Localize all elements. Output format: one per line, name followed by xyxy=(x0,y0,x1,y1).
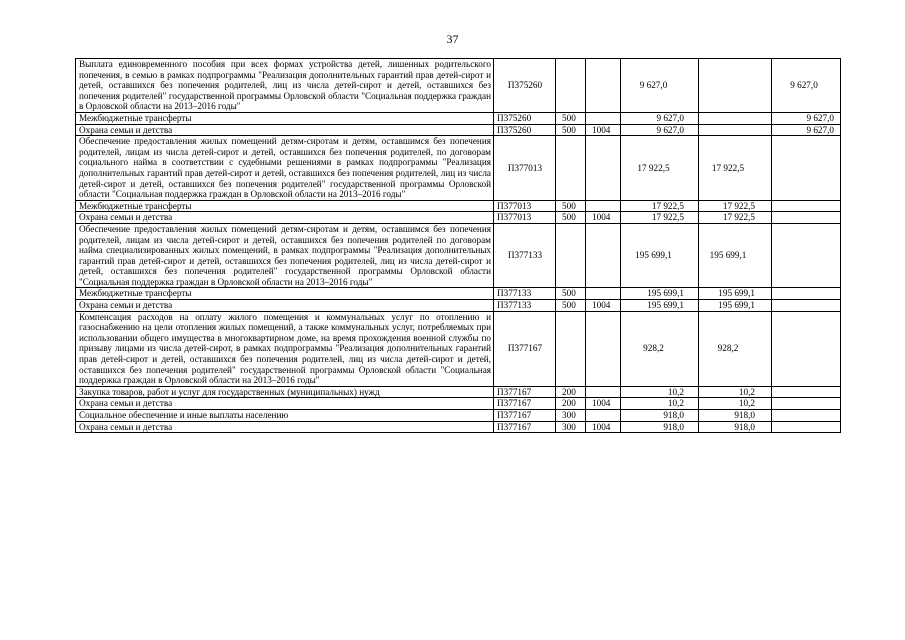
row-amount-3-cell xyxy=(772,398,841,410)
row-name-cell: Межбюджетные трансферты xyxy=(76,200,494,212)
row-expense-type-cell xyxy=(556,311,586,386)
row-code-cell: П377133 xyxy=(494,288,556,300)
row-amount-2-cell: 10,2 xyxy=(699,398,772,410)
row-total-cell: 17 922,5 xyxy=(621,212,699,224)
row-expense-type-cell: 500 xyxy=(556,112,586,124)
page-number: 37 xyxy=(446,32,459,46)
row-expense-type-cell xyxy=(556,136,586,201)
row-amount-3-cell xyxy=(772,386,841,398)
row-name-cell: Обеспечение предоставления жилых помещений детям-сиротам и детям, оставшимся без попечения родителей, лицам из числа детей-сирот и детей, оставшихся без попечения родителей, по договорам социального найма в соответствии с судебными решениями в рамках подпрограммы "Реализация дополнительных гарантий прав детей-сирот и детей, оставшихся без попечения родителей, лиц из числа детей-сирот и детей, оставшихся без попечения родителей" государственной программы Орловской области "Социальная поддержка граждан в Орловской области на 2013–2016 годы" xyxy=(76,136,494,201)
row-code-cell: П377167 xyxy=(494,386,556,398)
row-amount-2-cell xyxy=(699,124,772,136)
row-amount-2-cell: 195 699,1 xyxy=(699,223,772,288)
table-row xyxy=(76,59,841,113)
row-amount-2-cell: 918,0 xyxy=(699,410,772,422)
row-amount-3-cell xyxy=(772,200,841,212)
row-section-cell xyxy=(586,223,621,288)
row-name-cell: Социальное обеспечение и иные выплаты населению xyxy=(76,410,494,422)
row-section-cell: 1004 xyxy=(586,124,621,136)
table-row xyxy=(76,124,841,136)
row-section-cell xyxy=(586,386,621,398)
table-row xyxy=(76,136,841,201)
row-section-cell xyxy=(586,59,621,113)
row-total-cell: 928,2 xyxy=(621,311,699,386)
row-expense-type-cell: 500 xyxy=(556,300,586,312)
row-code-cell: П377167 xyxy=(494,421,556,433)
row-section-cell xyxy=(586,288,621,300)
table-row xyxy=(76,311,841,386)
table-row xyxy=(76,398,841,410)
row-amount-3-cell xyxy=(772,288,841,300)
row-expense-type-cell xyxy=(556,223,586,288)
table-row xyxy=(76,112,841,124)
row-name-cell: Обеспечение предоставления жилых помещений детям-сиротам и детям, оставшимся без попечения родителей, лицам из числа детей-сирот и детей, оставшихся без попечения родителей по договорам найма специализированных жилых помещений, в рамках подпрограммы "Реализация дополнительных гарантий прав детей-сирот и детей, оставшихся без попечения родителей, лиц из числа детей-сирот и детей, оставшихся без попечения родителей" государственной программы Орловской области "Социальная поддержка граждан в Орловской области на 2013–2016 годы" xyxy=(76,223,494,288)
row-code-cell: П377133 xyxy=(494,223,556,288)
budget-table xyxy=(75,58,841,433)
table-row xyxy=(76,410,841,422)
row-total-cell: 195 699,1 xyxy=(621,288,699,300)
row-amount-3-cell xyxy=(772,223,841,288)
row-section-cell xyxy=(586,112,621,124)
row-name-cell: Компенсация расходов на оплату жилого помещения и коммунальных услуг по отоплению и газоснабжению на цели отопления жилых помещений, а также коммунальных услуг, потребляемых при использовании общего имущества в многоквартирном доме, на время прохождения военной службы по призыву лицами из числа детей-сирот, в рамках подпрограммы "Реализация дополнительных гарантий прав детей-сирот и детей, оставшихся без попечения родителей, лиц из числа детей-сирот и детей, оставшихся без попечения родителей" государственной программы Орловской области "Социальная поддержка граждан в Орловской области на 2013–2016 годы" xyxy=(76,311,494,386)
row-expense-type-cell: 200 xyxy=(556,386,586,398)
table-row xyxy=(76,288,841,300)
row-expense-type-cell: 200 xyxy=(556,398,586,410)
row-amount-3-cell: 9 627,0 xyxy=(772,112,841,124)
row-total-cell: 9 627,0 xyxy=(621,59,699,113)
row-name-cell: Охрана семьи и детства xyxy=(76,124,494,136)
row-total-cell: 918,0 xyxy=(621,410,699,422)
row-amount-3-cell xyxy=(772,300,841,312)
row-amount-3-cell xyxy=(772,421,841,433)
row-code-cell: П377133 xyxy=(494,300,556,312)
row-amount-3-cell xyxy=(772,136,841,201)
row-amount-3-cell: 9 627,0 xyxy=(772,124,841,136)
row-section-cell xyxy=(586,136,621,201)
row-expense-type-cell xyxy=(556,59,586,113)
row-total-cell: 17 922,5 xyxy=(621,200,699,212)
row-amount-2-cell xyxy=(699,59,772,113)
row-code-cell: П377013 xyxy=(494,212,556,224)
row-name-cell: Закупка товаров, работ и услуг для государственных (муниципальных) нужд xyxy=(76,386,494,398)
row-amount-2-cell: 10,2 xyxy=(699,386,772,398)
row-amount-2-cell: 17 922,5 xyxy=(699,200,772,212)
row-section-cell xyxy=(586,410,621,422)
row-name-cell: Межбюджетные трансферты xyxy=(76,288,494,300)
row-expense-type-cell: 500 xyxy=(556,200,586,212)
row-code-cell: П377167 xyxy=(494,311,556,386)
row-section-cell xyxy=(586,311,621,386)
row-expense-type-cell: 300 xyxy=(556,410,586,422)
row-amount-2-cell: 195 699,1 xyxy=(699,300,772,312)
row-total-cell: 10,2 xyxy=(621,398,699,410)
table-row xyxy=(76,421,841,433)
row-code-cell: П377167 xyxy=(494,410,556,422)
row-code-cell: П377013 xyxy=(494,200,556,212)
row-code-cell: П375260 xyxy=(494,59,556,113)
row-amount-2-cell xyxy=(699,112,772,124)
row-name-cell: Выплата единовременного пособия при всех формах устройства детей, лишенных родительского попечения, в семью в рамках подпрограммы "Реализация дополнительных гарантий прав детей-сирот и детей, оставшихся без попечения родителей, лиц из числа детей-сирот и детей, оставшихся без попечения родителей" государственной программы Орловской области "Социальная поддержка граждан в Орловской области на 2013–2016 годы" xyxy=(76,59,494,113)
row-section-cell: 1004 xyxy=(586,212,621,224)
row-expense-type-cell: 500 xyxy=(556,288,586,300)
table-row xyxy=(76,386,841,398)
row-total-cell: 195 699,1 xyxy=(621,300,699,312)
row-amount-2-cell: 17 922,5 xyxy=(699,212,772,224)
row-amount-3-cell xyxy=(772,311,841,386)
row-name-cell: Межбюджетные трансферты xyxy=(76,112,494,124)
row-amount-3-cell xyxy=(772,212,841,224)
table-row xyxy=(76,212,841,224)
row-section-cell: 1004 xyxy=(586,421,621,433)
row-name-cell: Охрана семьи и детства xyxy=(76,212,494,224)
row-total-cell: 9 627,0 xyxy=(621,124,699,136)
row-section-cell xyxy=(586,200,621,212)
table-row xyxy=(76,300,841,312)
row-total-cell: 918,0 xyxy=(621,421,699,433)
row-total-cell: 10,2 xyxy=(621,386,699,398)
row-name-cell: Охрана семьи и детства xyxy=(76,398,494,410)
row-amount-3-cell: 9 627,0 xyxy=(772,59,841,113)
row-amount-2-cell: 918,0 xyxy=(699,421,772,433)
row-code-cell: П375260 xyxy=(494,124,556,136)
row-code-cell: П377013 xyxy=(494,136,556,201)
row-name-cell: Охрана семьи и детства xyxy=(76,421,494,433)
row-total-cell: 17 922,5 xyxy=(621,136,699,201)
row-expense-type-cell: 300 xyxy=(556,421,586,433)
row-amount-2-cell: 17 922,5 xyxy=(699,136,772,201)
table-row xyxy=(76,200,841,212)
row-expense-type-cell: 500 xyxy=(556,124,586,136)
row-section-cell: 1004 xyxy=(586,398,621,410)
row-amount-3-cell xyxy=(772,410,841,422)
row-section-cell: 1004 xyxy=(586,300,621,312)
row-total-cell: 195 699,1 xyxy=(621,223,699,288)
row-expense-type-cell: 500 xyxy=(556,212,586,224)
row-code-cell: П377167 xyxy=(494,398,556,410)
row-amount-2-cell: 928,2 xyxy=(699,311,772,386)
table-row xyxy=(76,223,841,288)
row-total-cell: 9 627,0 xyxy=(621,112,699,124)
row-name-cell: Охрана семьи и детства xyxy=(76,300,494,312)
row-code-cell: П375260 xyxy=(494,112,556,124)
row-amount-2-cell: 195 699,1 xyxy=(699,288,772,300)
